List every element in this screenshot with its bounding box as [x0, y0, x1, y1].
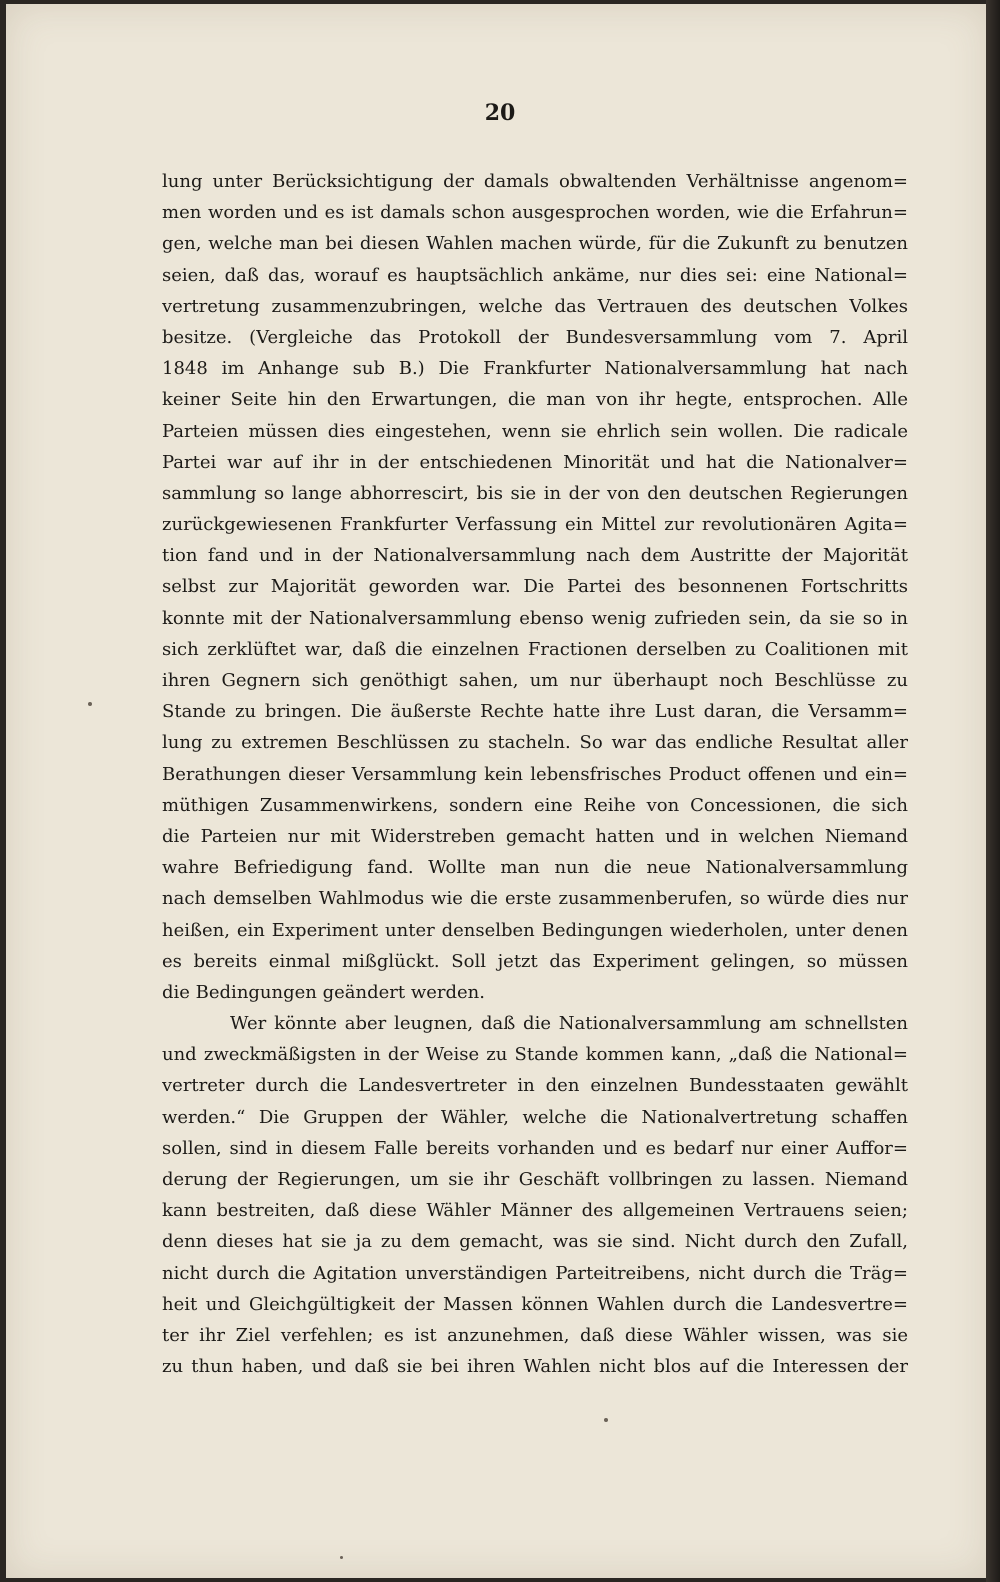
- text-line: Berathungen dieser Versammlung kein lebensfrisches Product offenen und ein=: [162, 763, 908, 785]
- text-line: heit und Gleichgültigkeit der Massen können Wahlen durch die Landesvertre=: [162, 1293, 908, 1315]
- text-line: denn dieses hat sie ja zu dem gemacht, was sie sind. Nicht durch den Zufall,: [162, 1231, 908, 1253]
- text-line: wahre Befriedigung fand. Wollte man nun die neue Nationalversammlung: [162, 857, 908, 879]
- body-text: [162, 166, 908, 1382]
- text-line: selbst zur Majorität geworden war. Die Partei des besonnenen Fortschritts: [162, 576, 908, 598]
- paragraph-start-line: Wer könnte aber leugnen, daß die Nationalversammlung am schnellsten: [230, 1013, 908, 1035]
- text-line: Stande zu bringen. Die äußerste Rechte hatte ihre Lust daran, die Versamm=: [162, 701, 908, 723]
- text-line: keiner Seite hin den Erwartungen, die man von ihr hegte, entsprochen. Alle: [162, 389, 908, 411]
- paragraph-end-line: die Bedingungen geändert werden.: [162, 981, 485, 1003]
- page-number: 20: [484, 100, 516, 126]
- text-line: kann bestreiten, daß diese Wähler Männer des allgemeinen Vertrauens seien;: [162, 1200, 908, 1222]
- text-line: und zweckmäßigsten in der Weise zu Stande kommen kann, „daß die National=: [162, 1044, 908, 1066]
- text-line: men worden und es ist damals schon ausgesprochen worden, wie die Erfahrun=: [162, 202, 908, 224]
- paper-speck: [604, 1418, 608, 1422]
- text-line: heißen, ein Experiment unter denselben Bedingungen wiederholen, unter denen: [162, 919, 908, 941]
- text-line: nach demselben Wahlmodus wie die erste zusammenberufen, so würde dies nur: [162, 888, 908, 910]
- text-line: es bereits einmal mißglückt. Soll jetzt das Experiment gelingen, so müssen: [162, 950, 908, 972]
- paper-speck: [340, 1556, 343, 1559]
- text-line: zu thun haben, und daß sie bei ihren Wahlen nicht blos auf die Interessen der: [162, 1356, 908, 1378]
- text-line: werden.“ Die Gruppen der Wähler, welche die Nationalvertretung schaffen: [162, 1106, 908, 1128]
- text-line: ihren Gegnern sich genöthigt sahen, um nur überhaupt noch Beschlüsse zu: [162, 670, 908, 691]
- text-line: zurückgewiesenen Frankfurter Verfassung ein Mittel zur revolutionären Agita=: [162, 514, 908, 536]
- text-line: lung unter Berücksichtigung der damals obwaltenden Verhältnisse angenom=: [162, 171, 908, 192]
- text-line: derung der Regierungen, um sie ihr Geschäft vollbringen zu lassen. Niemand: [162, 1169, 908, 1190]
- text-line: seien, daß das, worauf es hauptsächlich ankäme, nur dies sei: eine National=: [162, 264, 908, 286]
- paper-speck: [88, 702, 92, 706]
- text-line: sollen, sind in diesem Falle bereits vorhanden und es bedarf nur einer Auffor=: [162, 1137, 908, 1159]
- text-line: 1848 im Anhange sub B.) Die Frankfurter Nationalversammlung hat nach: [162, 358, 908, 380]
- text-line: Parteien müssen dies eingestehen, wenn sie ehrlich sein wollen. Die radicale: [162, 420, 908, 442]
- text-line: sich zerklüftet war, daß die einzelnen Fractionen derselben zu Coalitionen mit: [162, 638, 908, 660]
- text-line: nicht durch die Agitation unverständigen Parteitreibens, nicht durch die Träg=: [162, 1262, 908, 1284]
- text-line: müthigen Zusammenwirkens, sondern eine Reihe von Concessionen, die sich: [162, 794, 908, 816]
- text-line: gen, welche man bei diesen Wahlen machen würde, für die Zukunft zu benutzen: [162, 233, 908, 255]
- text-line: sammlung so lange abhorrescirt, bis sie in der von den deutschen Regierungen: [162, 482, 908, 504]
- text-line: konnte mit der Nationalversammlung ebenso wenig zufrieden sein, da sie so in: [162, 607, 908, 629]
- page-edge: [986, 0, 1000, 1582]
- text-line: Partei war auf ihr in der entschiedenen Minorität und hat die Nationalver=: [162, 451, 908, 473]
- text-line: vertreter durch die Landesvertreter in den einzelnen Bundesstaaten gewählt: [162, 1075, 908, 1097]
- text-line: vertretung zusammenzubringen, welche das Vertrauen des deutschen Volkes: [162, 295, 908, 317]
- text-line: ter ihr Ziel verfehlen; es ist anzunehmen, daß diese Wähler wissen, was sie: [162, 1324, 908, 1346]
- text-line: die Parteien nur mit Widerstreben gemacht hatten und in welchen Niemand: [162, 825, 908, 847]
- text-line: tion fand und in der Nationalversammlung nach dem Austritte der Majorität: [162, 545, 908, 567]
- text-line: lung zu extremen Beschlüssen zu stacheln. So war das endliche Resultat aller: [162, 732, 908, 754]
- text-line: besitze. (Vergleiche das Protokoll der Bundesversammlung vom 7. April: [162, 326, 908, 348]
